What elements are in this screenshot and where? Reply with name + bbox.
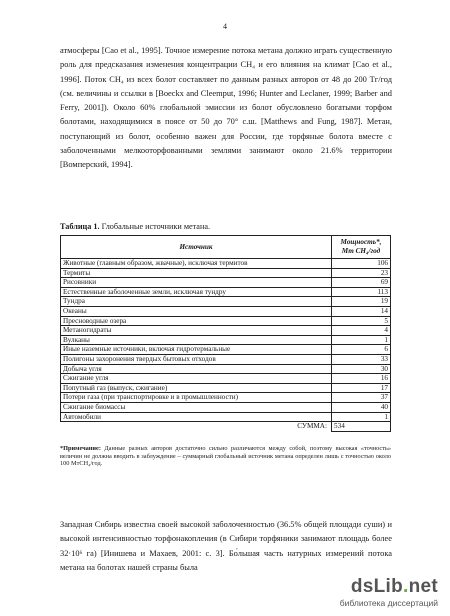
row-value: 33 — [332, 354, 391, 364]
table-row — [61, 297, 391, 307]
row-source: Метаногидраты — [61, 326, 332, 336]
row-source: Термиты — [61, 268, 332, 278]
note-label: *Примечание: — [60, 445, 101, 452]
row-source: Океаны — [61, 306, 332, 316]
row-source: Полигоны захоронения твердых бытовых отходов — [61, 354, 332, 364]
table-row — [61, 393, 391, 403]
table-row — [61, 345, 391, 355]
row-source: Потери газа (при транспортировке и в промышленности) — [61, 393, 332, 403]
table-row — [61, 268, 391, 278]
row-value: 1 — [332, 335, 391, 345]
table-row — [61, 412, 391, 422]
table-row — [61, 335, 391, 345]
row-value: 5 — [332, 316, 391, 326]
header-source: Источник — [61, 236, 332, 259]
row-value: 19 — [332, 297, 391, 307]
table-row — [61, 354, 391, 364]
table-row — [61, 402, 391, 412]
row-value: 40 — [332, 402, 391, 412]
table-row — [61, 306, 391, 316]
watermark-logo-dot: . — [403, 576, 409, 597]
row-value: 1 — [332, 412, 391, 422]
row-source: Рисовники — [61, 278, 332, 288]
row-source: Животные (главным образом, жвачные), исключая термитов — [61, 259, 332, 269]
table-row — [61, 259, 391, 269]
row-source: Попутный газ (выпуск, сжигание) — [61, 383, 332, 393]
table-sum-row — [61, 422, 391, 432]
row-value: 30 — [332, 364, 391, 374]
row-source: Естественные заболоченные земли, исключая тундру — [61, 287, 332, 297]
table-row — [61, 383, 391, 393]
row-value: 14 — [332, 306, 391, 316]
row-value: 4 — [332, 326, 391, 336]
row-value: 113 — [332, 287, 391, 297]
row-value: 23 — [332, 268, 391, 278]
row-source: Сжигание угля — [61, 374, 332, 384]
table-row — [61, 316, 391, 326]
watermark-logo-left: dsLib — [350, 576, 403, 597]
table-row — [61, 287, 391, 297]
table-note — [60, 445, 391, 468]
row-value: 16 — [332, 374, 391, 384]
header-power — [332, 236, 391, 259]
table-caption-label: Таблица 1. — [60, 222, 100, 231]
watermark-logo-right: net — [408, 576, 438, 597]
header-power-line2: Мт CH₄/год — [341, 247, 381, 255]
row-value: 37 — [332, 393, 391, 403]
row-source: Добыча угля — [61, 364, 332, 374]
row-value: 17 — [332, 383, 391, 393]
table-row — [61, 374, 391, 384]
paragraph-intro: атмосферы [Cao et al., 1995]. Точное измерение потока метана должно играть существенную роль для предсказания изменения концентрации CH₄ и его влияния на климат [Cao et al., 1996]. Поток CH₄ из всех болот составляет по данным разных авторов от 48 до 200 Тг/год (см. величины и ссылки в [Boeckx and Cleemput, 1996; Hunter and Leclaner, 1999; Barber and Ferry, 2001]). Около 60% глобальной эмиссии из болот обусловлено богатыми торфом болотами, находящимися в поясе от 50 до 70° с.ш. [Matthews and Fung, 1987]. Метан, поступающий из болот, особенно важен для России, где торфяные болота вместе с заболоченными мелкооторфованными землями занимают около 21.6% территории [Вомперский, 1994]. — [60, 46, 392, 170]
page-number: 4 — [223, 22, 227, 31]
note-text: Данные разных авторов достаточно сильно различаются между собой, поэтому высокая «точность» величин не должна вводить в заблуждение – суммарный глобальный источник метана определен лишь с точностью около 100 МтCH₄/год. — [60, 445, 391, 468]
watermark-subtitle: библиотека диссертаций — [339, 598, 438, 608]
table-header-row — [61, 236, 391, 259]
table-row — [61, 364, 391, 374]
methane-sources-table — [60, 235, 391, 432]
row-source: Сжигание биомассы — [61, 402, 332, 412]
header-power-line1: Мощность*, — [340, 238, 382, 246]
watermark — [248, 576, 438, 610]
row-source: Пресноводные озера — [61, 316, 332, 326]
paragraph-west-siberia: Западная Сибирь известна своей высокой заболоченностью (36.5% общей площади суши) и высокой интенсивностью торфонакопления (в Сибири торфяники занимают площадь более 32·10⁶ га) [Инишева и Махаев, 2001: с. 3]. Бо́льшая часть натурных измерений потока метана на болотах нашей страны была — [60, 520, 392, 572]
sum-label: СУММА: — [297, 422, 327, 431]
row-value: 106 — [332, 259, 391, 269]
table-caption-title: Глобальные источники метана. — [101, 222, 211, 231]
sum-value: 534 — [332, 422, 391, 432]
table-row — [61, 326, 391, 336]
table-caption — [60, 222, 210, 231]
watermark-logo — [351, 576, 438, 598]
row-value: 69 — [332, 278, 391, 288]
row-source: Тундра — [61, 297, 332, 307]
row-value: 6 — [332, 345, 391, 355]
row-source: Иные наземные источники, включая гидротермальные — [61, 345, 332, 355]
table-row — [61, 278, 391, 288]
row-source: Вулканы — [61, 335, 332, 345]
row-source: Автомобили — [61, 412, 332, 422]
